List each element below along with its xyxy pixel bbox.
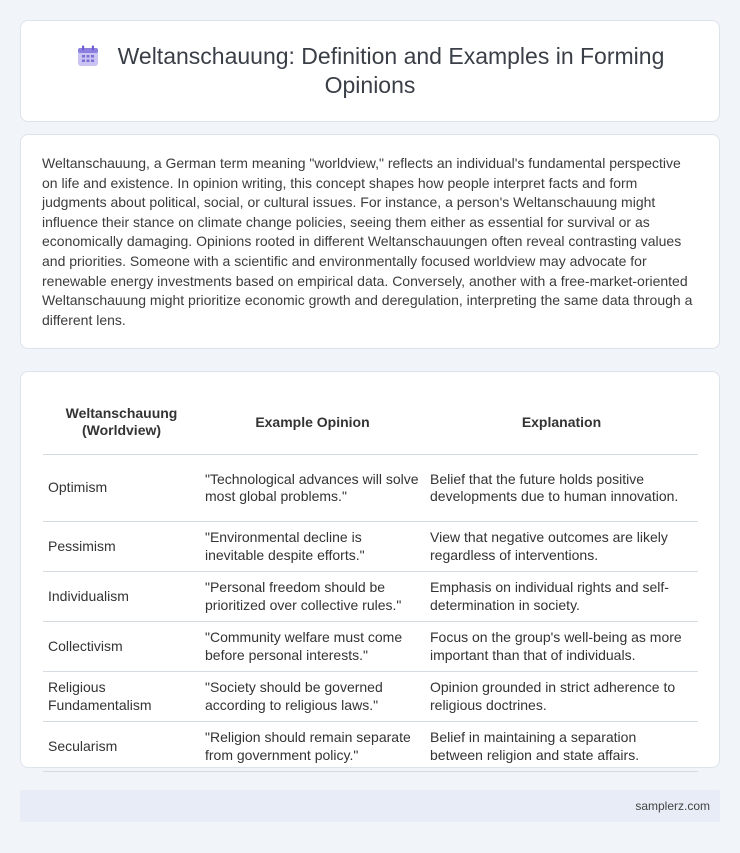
- cell-example-opinion: "Religion should remain separate from government policy.": [200, 722, 425, 772]
- header-example-opinion: Example Opinion: [200, 394, 425, 455]
- calendar-icon: [76, 44, 100, 68]
- cell-worldview: Secularism: [43, 722, 200, 772]
- table-row: [43, 572, 698, 622]
- cell-example-opinion: "Technological advances will solve most global problems.": [200, 455, 425, 522]
- table-row: [43, 622, 698, 672]
- cell-example-opinion: "Community welfare must come before personal interests.": [200, 622, 425, 672]
- cell-worldview: Pessimism: [43, 522, 200, 572]
- table-header-row: [43, 394, 698, 455]
- cell-worldview: Collectivism: [43, 622, 200, 672]
- header-card: [20, 20, 720, 122]
- cell-example-opinion: "Personal freedom should be prioritized over collective rules.": [200, 572, 425, 622]
- footer: [20, 790, 720, 822]
- intro-card: [20, 134, 720, 349]
- page-title-text: Weltanschauung: Definition and Examples in Forming Opinions: [117, 43, 665, 98]
- cell-explanation: Belief in maintaining a separation between religion and state affairs.: [425, 722, 698, 772]
- cell-example-opinion: "Environmental decline is inevitable despite efforts.": [200, 522, 425, 572]
- table-row: [43, 722, 698, 772]
- table-row: [43, 455, 698, 522]
- cell-explanation: Focus on the group's well-being as more important than that of individuals.: [425, 622, 698, 672]
- cell-worldview: Religious Fundamentalism: [43, 672, 200, 722]
- worldview-table: [43, 394, 698, 772]
- footer-site-link[interactable]: samplerz.com: [635, 799, 710, 813]
- table-row: [43, 522, 698, 572]
- header-worldview: Weltanschauung (Worldview): [43, 394, 200, 455]
- table-card: [20, 371, 720, 768]
- table-row: [43, 672, 698, 722]
- cell-explanation: View that negative outcomes are likely regardless of interventions.: [425, 522, 698, 572]
- cell-explanation: Opinion grounded in strict adherence to religious doctrines.: [425, 672, 698, 722]
- header-explanation: Explanation: [425, 394, 698, 455]
- cell-explanation: Belief that the future holds positive developments due to human innovation.: [425, 455, 698, 522]
- page-title: [61, 42, 679, 100]
- intro-paragraph: Weltanschauung, a German term meaning "worldview," reflects an individual's fundamental perspective on life and existence. In opinion writing, this concept shapes how people interpret facts and form judgments about political, social, or cultural issues. For instance, a person's Weltanschauung might influence their stance on climate change policies, seeing them either as essential for survival or as economically damaging. Opinions rooted in different Weltanschauungen often reveal contrasting values and priorities. Someone with a scientific and environmentally focused worldview may advocate for renewable energy investments based on empirical data. Conversely, another with a free-market-oriented Weltanschauung might prioritize economic growth and deregulation, interpreting the same data through a different lens.: [42, 155, 693, 328]
- cell-worldview: Individualism: [43, 572, 200, 622]
- cell-worldview: Optimism: [43, 455, 200, 522]
- cell-explanation: Emphasis on individual rights and self-determination in society.: [425, 572, 698, 622]
- cell-example-opinion: "Society should be governed according to religious laws.": [200, 672, 425, 722]
